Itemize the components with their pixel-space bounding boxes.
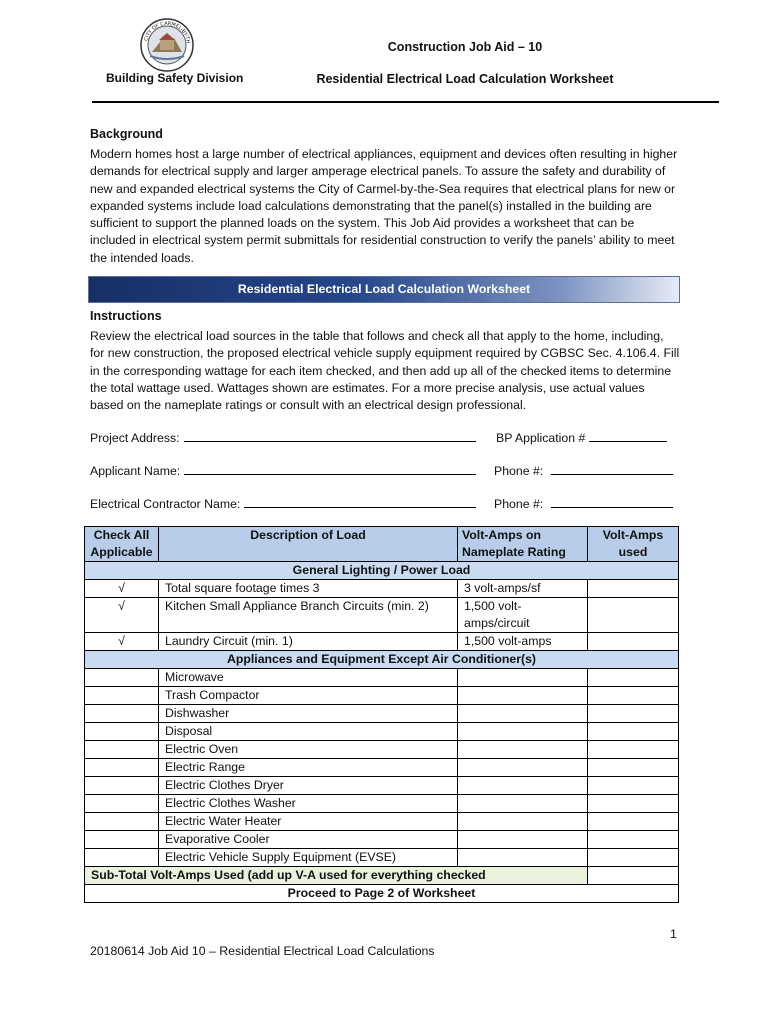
checkbox-cell[interactable] [85,831,159,849]
checkbox-cell[interactable] [85,669,159,687]
table-row [85,580,679,598]
table-row [85,633,679,651]
footer-text: 20180614 Job Aid 10 – Residential Electrical Load Calculations [90,944,435,958]
subtotal-value-cell[interactable] [588,867,679,885]
project-address-line[interactable] [184,429,476,442]
header-description: Description of Load [159,527,458,562]
instructions-heading: Instructions [90,309,162,323]
nameplate-rating: 1,500 volt-amps [458,633,588,651]
checkbox-cell[interactable] [85,741,159,759]
nameplate-cell[interactable] [458,777,588,795]
page-number: 1 [670,927,677,941]
header-divider [92,101,719,103]
volt-amps-used-cell[interactable] [588,705,679,723]
nameplate-cell[interactable] [458,687,588,705]
table-row [85,849,679,867]
volt-amps-used-cell[interactable] [588,759,679,777]
load-description: Trash Compactor [159,687,458,705]
load-description: Evaporative Cooler [159,831,458,849]
contractor-name-field[interactable] [90,495,476,511]
nameplate-rating: 1,500 volt-amps/circuit [458,598,588,633]
subtotal-row [85,867,679,885]
volt-amps-used-cell[interactable] [588,633,679,651]
table-row [85,723,679,741]
load-description: Electric Clothes Washer [159,795,458,813]
proceed-text: Proceed to Page 2 of Worksheet [85,885,679,903]
load-description: Laundry Circuit (min. 1) [159,633,458,651]
checkbox-cell[interactable]: √ [85,633,159,651]
nameplate-cell[interactable] [458,849,588,867]
table-row [85,759,679,777]
background-heading: Background [90,127,163,141]
phone-label-1: Phone #: [494,464,544,478]
nameplate-rating: 3 volt-amps/sf [458,580,588,598]
table-row [85,795,679,813]
load-description: Total square footage times 3 [159,580,458,598]
volt-amps-used-cell[interactable] [588,598,679,633]
load-description: Microwave [159,669,458,687]
instructions-paragraph: Review the electrical load sources in the table that follows and check all that apply to the home, including, for new construction, the proposed electrical vehicle supply equipment required by CGBSC Sec. 4.106.4. Fill in the corresponding wattage for each item checked, and then add up all of the checked items to determine the total wattage used. Wattages shown are estimates. For a more precise analysis, use actual values based on the nameplate ratings or consult with an electrical design professional. [90,329,680,413]
checkbox-cell[interactable]: √ [85,580,159,598]
nameplate-cell[interactable] [458,795,588,813]
volt-amps-used-cell[interactable] [588,849,679,867]
project-address-label: Project Address: [90,431,180,445]
nameplate-cell[interactable] [458,723,588,741]
load-description: Electric Oven [159,741,458,759]
checkbox-cell[interactable] [85,759,159,777]
section-row-general [85,562,679,580]
background-paragraph: Modern homes host a large number of electrical appliances, equipment and devices often resulting in higher demands for electrical supply and larger amperage electrical panels. To assure the safety and durability of new and expanded electrical systems the City of Carmel-by-the-Sea requires that electrical plans for new or expanded systems include load calculations demonstrating that the panel(s) installed in the building are sufficient to support the planned loads on the system. This Job Aid provides a worksheet that can be included in electrical system permit submittals for residential construction to verify the panels’ ability to meet the intended loads. [90,147,678,265]
city-seal-logo [140,18,194,72]
document-title: Construction Job Aid – 10 [387,40,543,54]
svg-text:CITY OF CARMEL-BY-THE-SEA: CITY OF CARMEL-BY-TH [143,20,191,44]
phone-line-1[interactable] [551,462,673,475]
load-description: Electric Clothes Dryer [159,777,458,795]
load-description: Electric Range [159,759,458,777]
table-row [85,598,679,633]
table-row [85,831,679,849]
volt-amps-used-cell[interactable] [588,723,679,741]
volt-amps-used-cell[interactable] [588,669,679,687]
checkbox-cell[interactable] [85,723,159,741]
table-row [85,705,679,723]
contractor-name-label: Electrical Contractor Name: [90,497,241,511]
table-row [85,777,679,795]
load-calculation-table [84,526,679,903]
volt-amps-used-cell[interactable] [588,687,679,705]
load-description: Electric Water Heater [159,813,458,831]
checkbox-cell[interactable] [85,705,159,723]
nameplate-cell[interactable] [458,813,588,831]
section-general-label: General Lighting / Power Load [85,562,679,580]
checkbox-cell[interactable] [85,687,159,705]
checkbox-cell[interactable] [85,795,159,813]
nameplate-cell[interactable] [458,705,588,723]
volt-amps-used-cell[interactable] [588,831,679,849]
load-description: Disposal [159,723,458,741]
table-row [85,741,679,759]
header-volt-amps-used: Volt-Amps used [588,527,679,562]
phone-field-2[interactable] [494,495,673,511]
checkbox-cell[interactable] [85,813,159,831]
proceed-row [85,885,679,903]
volt-amps-used-cell[interactable] [588,741,679,759]
phone-field-1[interactable] [494,462,673,478]
checkbox-cell[interactable] [85,849,159,867]
volt-amps-used-cell[interactable] [588,580,679,598]
nameplate-cell[interactable] [458,741,588,759]
table-row [85,669,679,687]
load-description: Kitchen Small Appliance Branch Circuits (min. 2) [159,598,458,633]
table-header-row [85,527,679,562]
checkbox-cell[interactable] [85,777,159,795]
volt-amps-used-cell[interactable] [588,777,679,795]
load-description: Dishwasher [159,705,458,723]
project-address-field[interactable] [90,429,476,445]
nameplate-cell[interactable] [458,759,588,777]
section-row-appliances [85,651,679,669]
table-row [85,687,679,705]
header-check-all: Check All Applicable [85,527,159,562]
load-description: Electric Vehicle Supply Equipment (EVSE) [159,849,458,867]
checkbox-cell[interactable]: √ [85,598,159,633]
volt-amps-used-cell[interactable] [588,795,679,813]
volt-amps-used-cell[interactable] [588,813,679,831]
document-subtitle: Residential Electrical Load Calculation Worksheet [316,72,614,86]
applicant-name-field[interactable] [90,462,476,478]
subtotal-label: Sub-Total Volt-Amps Used (add up V-A used for everything checked [85,867,588,885]
header-nameplate: Volt-Amps on Nameplate Rating [458,527,588,562]
nameplate-cell[interactable] [458,669,588,687]
division-name: Building Safety Division [106,71,244,85]
phone-line-2[interactable] [551,495,673,508]
phone-label-2: Phone #: [494,497,544,511]
section-appliances-label: Appliances and Equipment Except Air Conditioner(s) [85,651,679,669]
nameplate-cell[interactable] [458,831,588,849]
worksheet-banner: Residential Electrical Load Calculation Worksheet [88,276,680,303]
applicant-name-label: Applicant Name: [90,464,181,478]
bp-application-field[interactable] [496,429,667,445]
contractor-name-line[interactable] [244,495,476,508]
bp-application-label: BP Application # [496,431,586,445]
applicant-name-line[interactable] [184,462,476,475]
table-row [85,813,679,831]
bp-application-line[interactable] [589,429,667,442]
